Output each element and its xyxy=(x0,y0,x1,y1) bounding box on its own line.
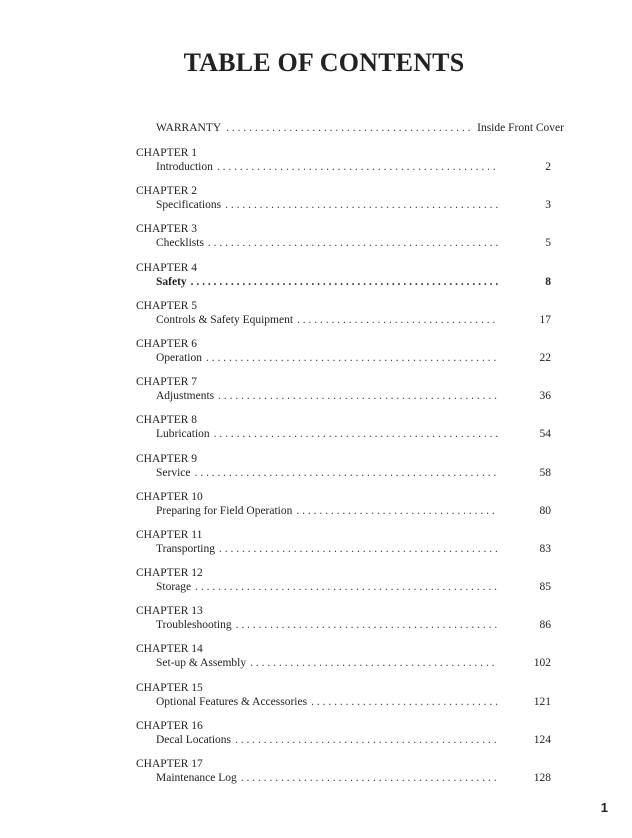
chapter-title: Decal Locations xyxy=(156,733,232,746)
dot-leader xyxy=(241,771,498,786)
chapter-page: 8 xyxy=(545,275,551,288)
toc-entry[interactable] xyxy=(136,184,556,222)
toc-entry[interactable] xyxy=(136,222,556,260)
dot-leader xyxy=(191,275,498,290)
chapter-title: Specifications xyxy=(156,199,222,212)
chapter-label: CHAPTER 16 xyxy=(136,719,203,732)
page-number: 1 xyxy=(600,800,608,815)
chapter-label: CHAPTER 3 xyxy=(136,223,198,236)
toc-entry[interactable] xyxy=(136,261,556,299)
chapter-label: CHAPTER 9 xyxy=(136,452,198,465)
warranty-page: Inside Front Cover xyxy=(477,122,564,134)
dot-leader xyxy=(297,313,498,328)
chapter-page: 121 xyxy=(533,695,551,708)
chapter-label: CHAPTER 15 xyxy=(136,681,203,694)
toc-entry[interactable] xyxy=(136,757,556,795)
chapter-page: 80 xyxy=(539,504,551,517)
chapter-title: Adjustments xyxy=(156,390,215,403)
chapter-page: 22 xyxy=(539,351,551,364)
toc-entry[interactable] xyxy=(136,375,556,413)
dot-leader xyxy=(195,580,498,595)
chapter-label: CHAPTER 17 xyxy=(136,758,203,770)
chapter-title: Controls & Safety Equipment xyxy=(156,313,294,326)
chapter-label: CHAPTER 10 xyxy=(136,490,203,503)
dot-leader xyxy=(194,466,498,481)
toc-entry[interactable] xyxy=(136,642,556,680)
warranty-label: WARRANTY xyxy=(156,122,222,134)
toc-entry[interactable] xyxy=(136,566,556,604)
chapter-title: Transporting xyxy=(156,542,215,555)
chapter-label: CHAPTER 1 xyxy=(136,147,198,159)
chapter-label: CHAPTER 8 xyxy=(136,414,198,427)
chapter-title: Introduction xyxy=(156,161,213,173)
chapter-label: CHAPTER 5 xyxy=(136,299,198,312)
dot-leader xyxy=(250,656,498,671)
dot-leader xyxy=(206,351,498,366)
chapter-page: 86 xyxy=(539,619,551,632)
toc-entry[interactable] xyxy=(136,719,556,757)
chapter-page: 3 xyxy=(545,199,551,212)
dot-leader xyxy=(235,733,498,748)
chapter-page: 58 xyxy=(539,466,551,479)
chapter-page: 124 xyxy=(533,733,551,746)
toc-entry[interactable] xyxy=(136,490,556,528)
chapter-title: Safety xyxy=(156,275,187,288)
chapter-title: Operation xyxy=(156,351,202,364)
dot-leader xyxy=(296,504,498,519)
chapter-page: 128 xyxy=(533,772,551,784)
dot-leader xyxy=(225,198,498,213)
chapter-page: 83 xyxy=(539,542,551,555)
dot-leader xyxy=(311,695,498,710)
chapter-title: Set-up & Assembly xyxy=(156,657,247,670)
toc-entry[interactable] xyxy=(136,452,556,490)
chapter-label: CHAPTER 11 xyxy=(136,528,203,541)
dot-leader xyxy=(208,236,498,251)
chapter-label: CHAPTER 7 xyxy=(136,376,198,389)
dot-leader xyxy=(219,542,498,557)
chapter-page: 5 xyxy=(545,237,551,250)
page-title: TABLE OF CONTENTS xyxy=(183,48,465,77)
toc-entry[interactable] xyxy=(136,528,556,566)
chapter-label: CHAPTER 6 xyxy=(136,337,198,350)
chapter-title: Preparing for Field Operation xyxy=(156,504,293,517)
chapter-title: Service xyxy=(156,466,191,479)
chapter-page: 36 xyxy=(539,390,551,403)
chapter-label: CHAPTER 13 xyxy=(136,605,203,618)
toc-entry[interactable] xyxy=(136,681,556,719)
toc-entry[interactable] xyxy=(136,413,556,451)
toc-entry[interactable] xyxy=(136,337,556,375)
dot-leader xyxy=(236,618,498,633)
chapter-title: Optional Features & Accessories xyxy=(156,695,308,708)
chapter-page: 17 xyxy=(539,313,551,326)
toc-entry[interactable] xyxy=(136,146,556,184)
chapter-label: CHAPTER 2 xyxy=(136,185,198,198)
chapter-label: CHAPTER 12 xyxy=(136,567,203,580)
chapter-title: Lubrication xyxy=(156,428,210,441)
dot-leader xyxy=(214,427,498,442)
chapter-page: 54 xyxy=(539,428,551,441)
chapter-page: 102 xyxy=(533,657,551,670)
chapter-title: Checklists xyxy=(156,237,204,250)
dot-leader xyxy=(226,122,472,134)
toc-warranty-row[interactable] xyxy=(156,122,564,134)
dot-leader xyxy=(217,160,498,175)
chapter-label: CHAPTER 4 xyxy=(136,261,198,274)
chapter-title: Troubleshooting xyxy=(156,619,232,632)
chapter-title: Storage xyxy=(156,581,192,594)
toc-list xyxy=(136,146,556,795)
chapter-page: 2 xyxy=(545,161,551,173)
toc-entry[interactable] xyxy=(136,299,556,337)
chapter-page: 85 xyxy=(539,581,551,594)
toc-entry[interactable] xyxy=(136,604,556,642)
chapter-label: CHAPTER 14 xyxy=(136,643,203,656)
chapter-title: Maintenance Log xyxy=(156,772,237,784)
dot-leader xyxy=(218,389,498,404)
